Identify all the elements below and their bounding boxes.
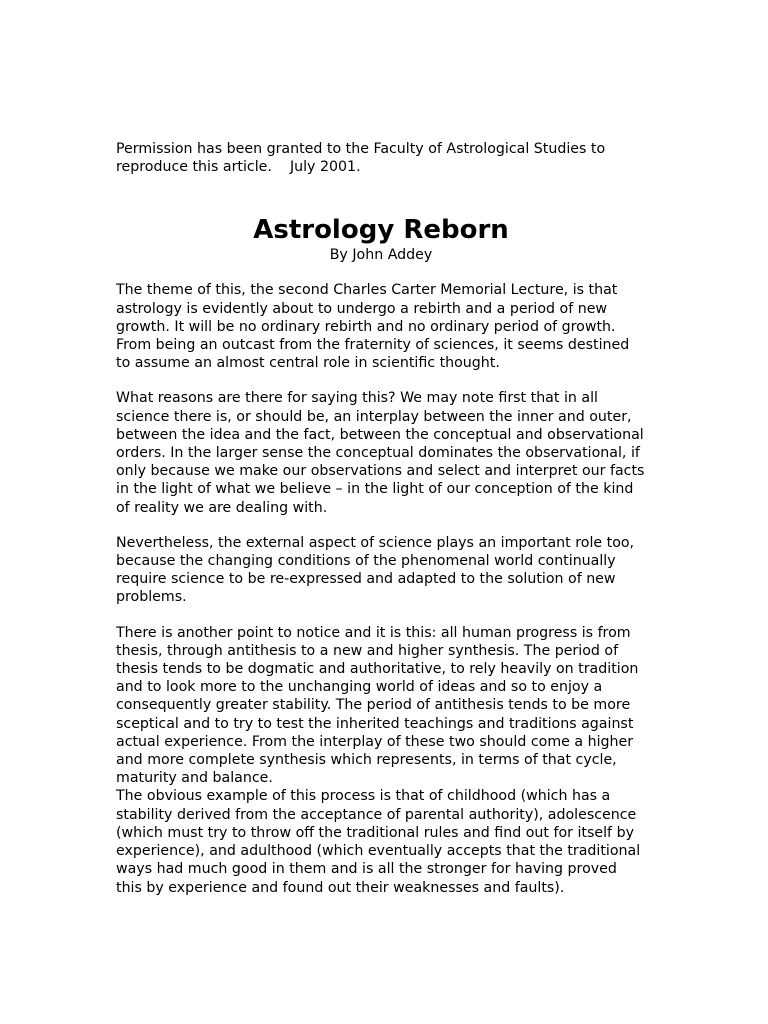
permission-notice: Permission has been granted to the Faculty of Astrological Studies to reproduce this article. July 2001.: [116, 141, 610, 176]
body-paragraph: Nevertheless, the external aspect of science plays an important role too, because the changing conditions of the phenomenal world continually require science to be re-expressed and adapted to the solution of new problems.: [116, 534, 635, 606]
body-paragraph: There is another point to notice and it is this: all human progress is from thesis, through antithesis to a new and higher synthesis. The period of thesis tends to be dogmatic and authoritative, to rely heavily on tradition and to look more to the unchanging world of ideas and so to enjoy a consequently greater stability. The period of antithesis tends to be more sceptical and to try to test the inherited teachings and traditions against actual experience. From the interplay of these two should come a higher and more complete synthesis which represents, in terms of that cycle, maturity and balance.: [116, 624, 639, 787]
body-paragraph: What reasons are there for saying this? We may note first that in all science there is, or should be, an interplay between the inner and outer, between the idea and the fact, between the conceptual and observational orders. In the larger sense the conceptual dominates the observational, if only because we make our observations and select and interpret our facts in the light of what we believe – in the light of our conception of the kind of reality we are dealing with.: [116, 390, 645, 516]
document-page: [116, 140, 646, 897]
article-byline: By John Addey: [329, 247, 433, 264]
body-paragraph: The theme of this, the second Charles Carter Memorial Lecture, is that astrology is evidently about to undergo a rebirth and a period of new growth. It will be no ordinary rebirth and no ordinary period of growth. From being an outcast from the fraternity of sciences, it seems destined to assume an almost central role in scientific thought.: [116, 282, 630, 372]
body-paragraph: The obvious example of this process is that of childhood (which has a stability derived from the acceptance of parental authority), adolescence (which must try to throw off the traditional rules and find out for itself by experience), and adulthood (which eventually accepts that the traditional ways had much good in them and is all the stronger for having proved this by experience and found out their weaknesses and faults).: [116, 788, 641, 896]
article-title: Astrology Reborn: [253, 215, 509, 246]
